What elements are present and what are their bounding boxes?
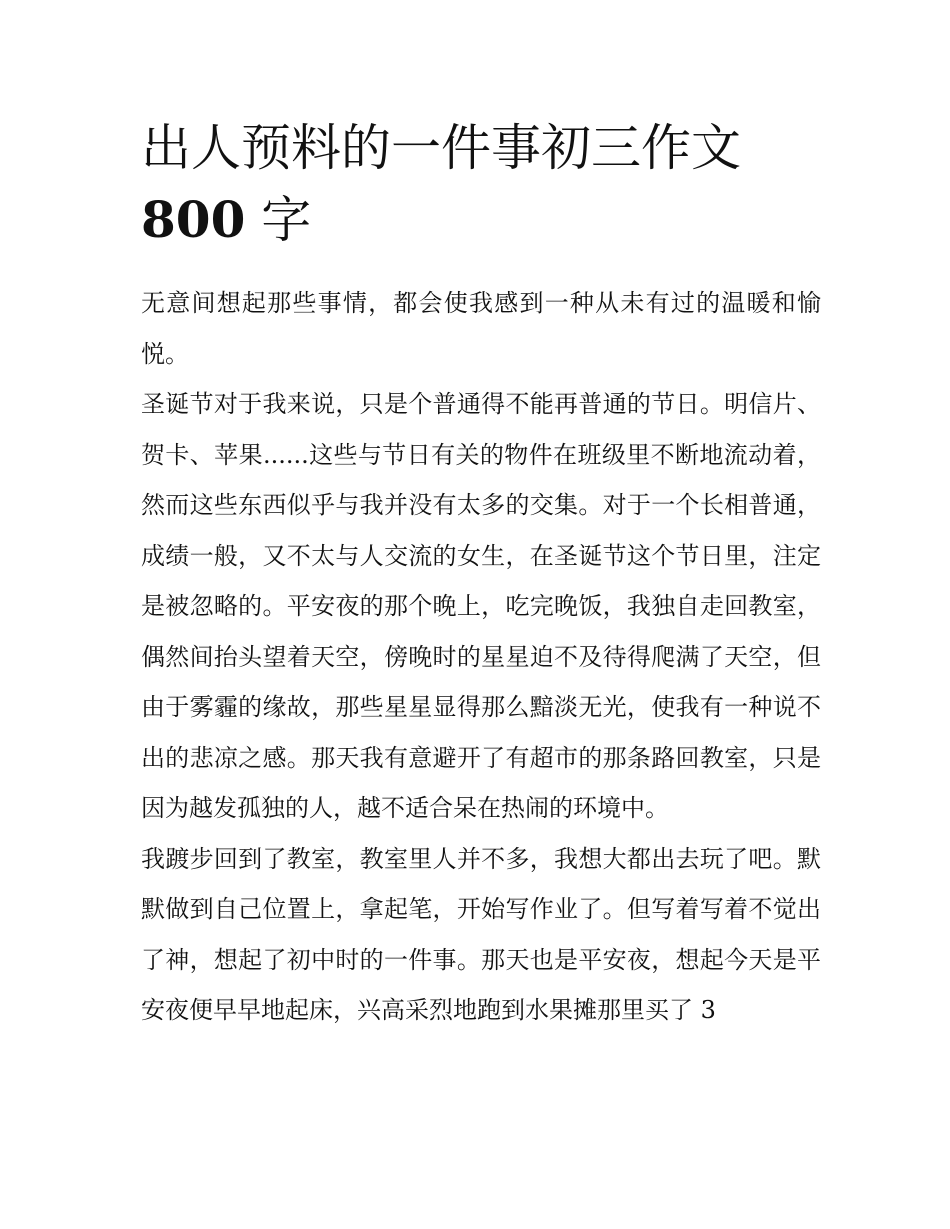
paragraph-1: 无意间想起那些事情，都会使我感到一种从未有过的温暖和愉悦。 bbox=[141, 289, 821, 368]
paragraph-3: 我踱步回到了教室，教室里人并不多，我想大都出去玩了吧。默默做到自己位置上，拿起笔，开始写作业了。但写着写着不觉出了神，想起了初中时的一件事。那天也是平安夜，想起今天是平安夜便早早地起床，兴高采烈地跑到水果摊那里买了 3 bbox=[141, 844, 821, 1024]
document-body bbox=[141, 278, 821, 1036]
document-title bbox=[141, 112, 821, 256]
title-number: 800 bbox=[141, 190, 246, 249]
document-page bbox=[141, 112, 821, 1036]
title-main: 出人预料的一件事初三作文 bbox=[141, 119, 741, 177]
paragraph-2: 圣诞节对于我来说，只是个普通得不能再普通的节日。明信片、贺卡、苹果......这些与节日有关的物件在班级里不断地流动着，然而这些东西似乎与我并没有太多的交集。对于一个长相普通，成绩一般，又不太与人交流的女生，在圣诞节这个节日里，注定是被忽略的。平安夜的那个晚上，吃完晚饭，我独自走回教室，偶然间抬头望着天空，傍晚时的星星迫不及待得爬满了天空，但由于雾霾的缘故，那些星星显得那么黯淡无光，使我有一种说不出的悲凉之感。那天我有意避开了有超市的那条路回教室，只是因为越发孤独的人，越不适合呆在热闹的环境中。 bbox=[141, 390, 821, 822]
title-suffix: 字 bbox=[245, 191, 312, 249]
